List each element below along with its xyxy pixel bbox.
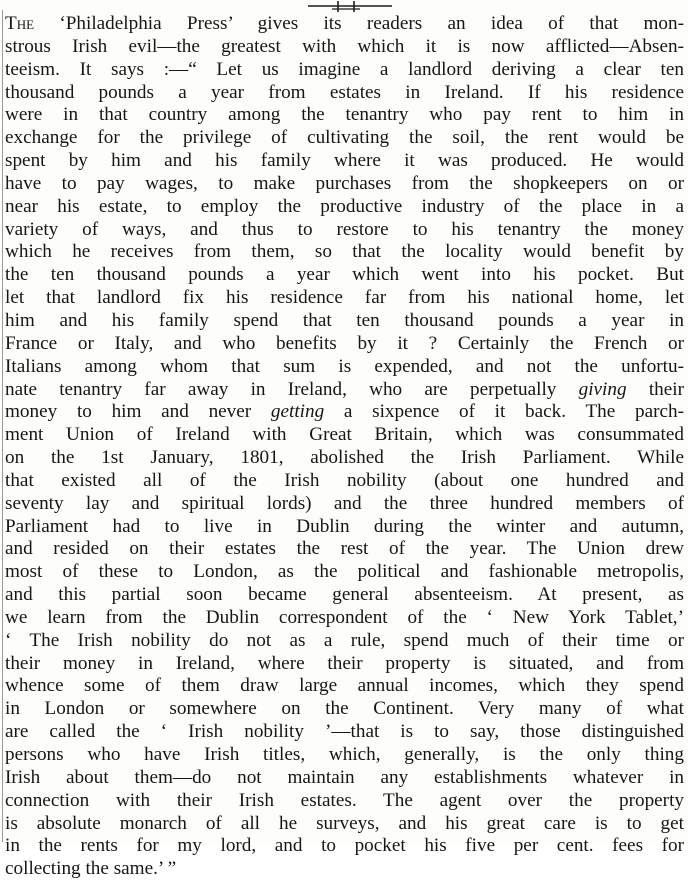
article-line xyxy=(5,333,684,356)
article-line-text: their money in Ireland, where their property is situated, and from xyxy=(5,652,684,674)
article-line-text: let that landlord fix his residence far from his national home, let xyxy=(5,287,684,309)
article-line-text: in London or somewhere on the Continent. Very many of what xyxy=(5,698,684,720)
article-line xyxy=(5,653,684,676)
article-line xyxy=(5,59,684,82)
article-line-text: strous Irish evil—the greatest with which it is now afflicted—Absen- xyxy=(5,35,684,57)
article-line-text: France or Italy, and who benefits by it ? Certainly the French or xyxy=(5,332,684,354)
article-line-text: near his estate, to employ the productive industry of the place in a xyxy=(5,195,684,217)
article-line xyxy=(5,698,684,721)
article-line-text: Italians among whom that sum is expended, and not the unfortu- xyxy=(5,355,684,377)
article-line-text: spent by him and his family where it was produced. He would xyxy=(5,150,684,172)
column-rule xyxy=(2,10,3,842)
article-line-text: that existed all of the Irish nobility (about one hundred and xyxy=(5,469,684,491)
article-line-text: him and his family spend that ten thousand pounds a year in xyxy=(5,309,684,331)
article-line xyxy=(5,401,684,424)
article-line xyxy=(5,584,684,607)
article-line xyxy=(5,287,684,310)
article-line-text: were in that country among the tenantry who pay rent to him in xyxy=(5,104,684,126)
article-line-text: Irish about them—do not maintain any establishments whatever in xyxy=(5,766,684,788)
article-line xyxy=(5,790,684,813)
article-line xyxy=(5,424,684,447)
article-line-text: money to him and never getting a sixpence of it back. The parch- xyxy=(5,401,684,423)
article-line-text: seventy lay and spiritual lords) and the three hundred members of xyxy=(5,492,684,514)
emphasis: giving xyxy=(578,378,627,400)
article-line-text: teeism. It says :—“ Let us imagine a landlord deriving a clear ten xyxy=(5,58,684,80)
article-line xyxy=(5,858,684,881)
article-line-text: which he receives from them, so that the locality would benefit by xyxy=(5,241,684,263)
article-line-text: are called the ‘ Irish nobility ’—that is to say, those distinguished xyxy=(5,721,684,743)
article-line xyxy=(5,13,684,36)
article-line-text: most of these to London, as the political and fashionable metropolis, xyxy=(5,561,684,583)
article-line-text: ‘ The Irish nobility do not as a rule, spend much of their time or xyxy=(5,629,684,651)
article-line xyxy=(5,127,684,150)
article-line xyxy=(5,607,684,630)
article-line xyxy=(5,219,684,242)
article-line-text: connection with their Irish estates. The agent over the property xyxy=(5,789,684,811)
article-line xyxy=(5,241,684,264)
emphasis: getting xyxy=(270,401,325,423)
article-line-text: we learn from the Dublin correspondent of the ‘ New York Tablet,’ xyxy=(5,606,684,628)
article-line xyxy=(5,264,684,287)
article-line-text: thousand pounds a year from estates in Ireland. If his residence xyxy=(5,81,684,103)
article-line xyxy=(5,561,684,584)
article-line xyxy=(5,470,684,493)
article-line xyxy=(5,744,684,767)
article-line xyxy=(5,447,684,470)
article-line-text: ‘Philadelphia Press’ gives its readers an idea of that mon- xyxy=(59,13,684,34)
article-line-text: and this partial soon became general absenteeism. At present, as xyxy=(5,584,684,606)
article-line xyxy=(5,379,684,402)
article-line xyxy=(5,538,684,561)
lead-word: The xyxy=(5,13,35,34)
article-line xyxy=(5,767,684,790)
article-line xyxy=(5,516,684,539)
article-line xyxy=(5,173,684,196)
article-line xyxy=(5,675,684,698)
article-line xyxy=(5,104,684,127)
article-line-text: Parliament had to live in Dublin during the winter and autumn, xyxy=(5,515,684,537)
article-line xyxy=(5,813,684,836)
article-line-text: ment Union of Ireland with Great Britain, which was consummated xyxy=(5,424,684,446)
article-body xyxy=(5,13,684,881)
article-line-text: have to pay wages, to make purchases from the shopkeepers on or xyxy=(5,172,684,194)
article-line-text: nate tenantry far away in Ireland, who are perpetually giving their xyxy=(5,378,684,400)
section-divider-ornament xyxy=(0,0,688,14)
article-line-text: on the 1st January, 1801, abolished the Irish Parliament. While xyxy=(5,447,684,469)
article-line-text: exchange for the privilege of cultivating the soil, the rent would be xyxy=(5,127,684,149)
article-line-text: the ten thousand pounds a year which went into his pocket. But xyxy=(5,264,684,286)
article-line-text: collecting the same.’ ” xyxy=(5,858,177,880)
article-line-text: variety of ways, and thus to restore to his tenantry the money xyxy=(5,218,684,240)
article-line-text: and resided on their estates the rest of the year. The Union drew xyxy=(5,538,684,560)
article-line xyxy=(5,493,684,516)
article-line xyxy=(5,150,684,173)
article-line xyxy=(5,196,684,219)
article-line xyxy=(5,36,684,59)
article-line xyxy=(5,835,684,858)
article-line xyxy=(5,356,684,379)
article-line xyxy=(5,310,684,333)
article-line-text: in the rents for my lord, and to pocket his five per cent. fees for xyxy=(5,835,684,857)
article-line-text: whence some of them draw large annual incomes, which they spend xyxy=(5,675,684,697)
article-line-text: is absolute monarch of all he surveys, and his great care is to get xyxy=(5,812,684,834)
article-line-text: persons who have Irish titles, which, generally, is the only thing xyxy=(5,744,684,765)
article-line xyxy=(5,82,684,105)
article-line xyxy=(5,721,684,744)
article-line xyxy=(5,630,684,653)
